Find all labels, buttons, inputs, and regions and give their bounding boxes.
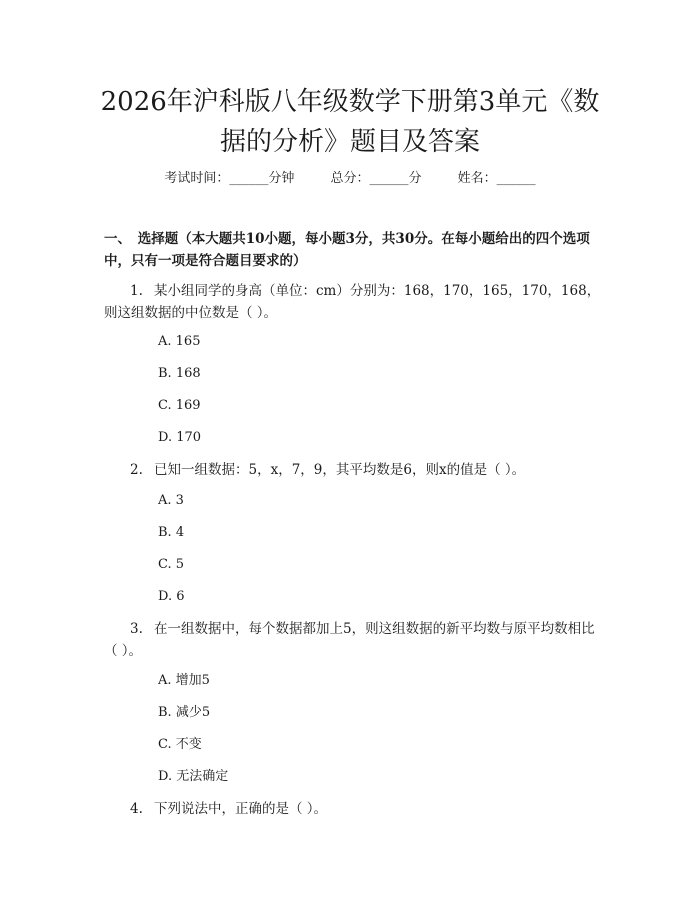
option-1b: B. 168 bbox=[158, 366, 201, 381]
question-1 bbox=[104, 280, 604, 324]
question-2 bbox=[104, 459, 604, 481]
option-3c: C. 不变 bbox=[158, 737, 202, 752]
option-2a: A. 3 bbox=[158, 493, 184, 508]
question-4 bbox=[104, 798, 604, 820]
option-3d: D. 无法确定 bbox=[158, 769, 229, 784]
question-number: 4. bbox=[130, 801, 143, 817]
option-1a: A. 165 bbox=[158, 334, 201, 349]
question-number: 2. bbox=[130, 462, 143, 478]
document-title: 2026年沪科版八年级数学下册第3单元《数据的分析》题目及答案 bbox=[100, 87, 600, 157]
question-text: 下列说法中，正确的是（ ）。 bbox=[154, 801, 328, 817]
question-text: 已知一组数据：5，x，7，9，其平均数是6，则x的值是（ ）。 bbox=[154, 462, 526, 478]
section-heading: 一、 选择题（本大题共10小题，每小题3分，共30分。在每小题给出的四个选项中，只有一项是符合题目要求的） bbox=[104, 231, 590, 269]
question-text: 某小组同学的身高（单位：cm）分别为：168，170，165，170，168，则这组数据的中位数是（ ）。 bbox=[104, 283, 601, 321]
question-3 bbox=[104, 618, 604, 662]
option-3a: A. 增加5 bbox=[158, 673, 210, 688]
exam-meta bbox=[0, 170, 700, 188]
question-number: 1. bbox=[130, 283, 143, 299]
exam-name: 姓名：______ bbox=[457, 171, 536, 186]
option-2d: D. 6 bbox=[158, 589, 185, 604]
option-2c: C. 5 bbox=[158, 557, 185, 572]
exam-score: 总分：______分 bbox=[330, 171, 422, 186]
question-text: 在一组数据中，每个数据都加上5，则这组数据的新平均数与原平均数相比（ ）。 bbox=[104, 621, 595, 659]
question-number: 3. bbox=[130, 621, 143, 637]
option-2b: B. 4 bbox=[158, 525, 185, 540]
exam-time: 考试时间：______分钟 bbox=[164, 171, 295, 186]
option-1c: C. 169 bbox=[158, 398, 201, 413]
option-1d: D. 170 bbox=[158, 430, 202, 445]
option-3b: B. 减少5 bbox=[158, 705, 211, 720]
